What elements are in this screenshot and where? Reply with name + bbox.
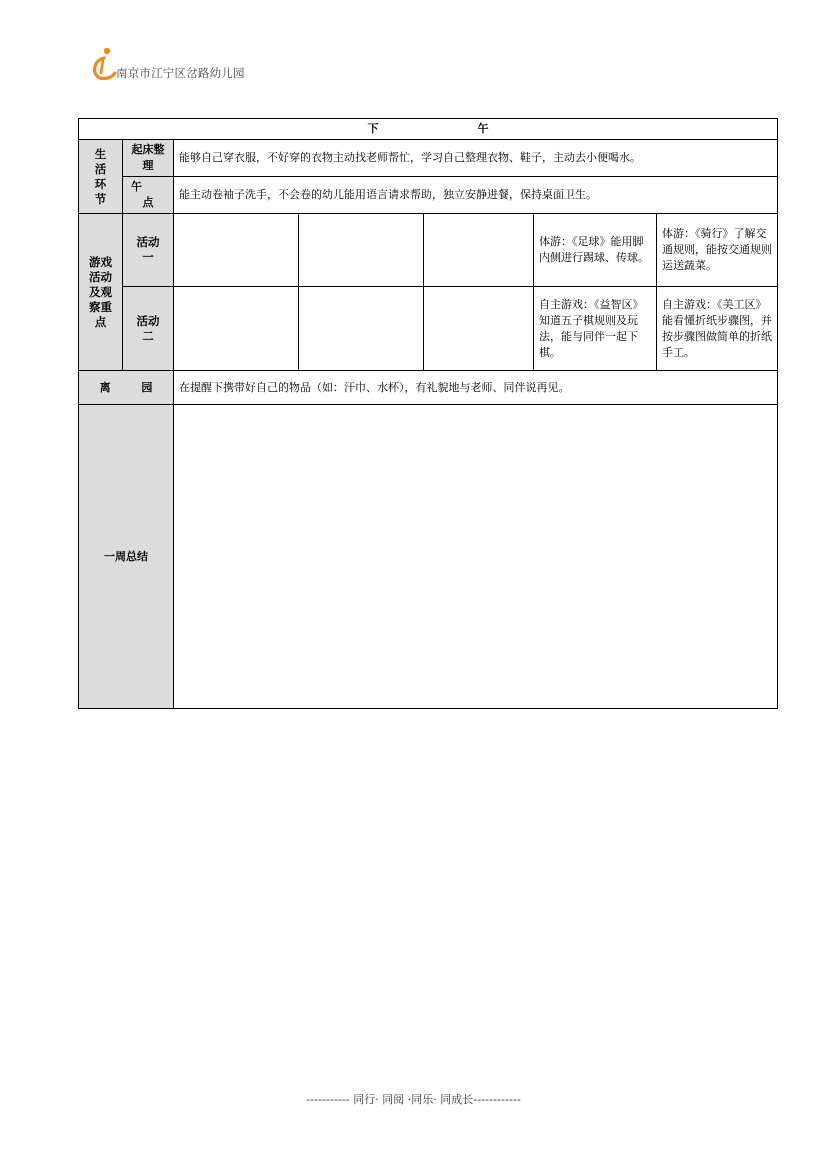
snack-row — [79, 177, 778, 214]
activity2-cell — [424, 287, 534, 371]
leave-label: 离 园 — [79, 371, 174, 405]
title-char-right: 午 — [477, 122, 489, 135]
activity1-cell: 体游：《足球》能用脚内侧进行踢球、传球。 — [534, 214, 657, 287]
activity1-row — [79, 214, 778, 287]
summary-row — [79, 405, 778, 709]
snack-text: 能主动卷袖子洗手，不会卷的幼儿能用语言请求帮助，独立安静进餐，保持桌面卫生。 — [174, 177, 778, 214]
title-char-left: 下 — [367, 122, 379, 135]
title-row — [79, 119, 778, 140]
activity1-cell — [299, 214, 424, 287]
activity2-cell — [174, 287, 299, 371]
summary-label: 一周总结 — [79, 405, 174, 709]
school-logo-icon — [90, 46, 118, 80]
activity1-label: 活动一 — [123, 214, 174, 287]
activity2-row — [79, 287, 778, 371]
play-section-label: 游戏活动及观察重点 — [79, 214, 123, 371]
wakeup-label: 起床整理 — [123, 140, 174, 177]
activity1-cell: 体游：《骑行》了解交通规则，能按交通规则运送蔬菜。 — [657, 214, 778, 287]
activity1-cell — [174, 214, 299, 287]
leave-row — [79, 371, 778, 405]
activity1-cell — [424, 214, 534, 287]
leave-text: 在提醒下携带好自己的物品（如：汗巾、水杯），有礼貌地与老师、同伴说再见。 — [174, 371, 778, 405]
table-title — [79, 119, 778, 140]
life-section-label: 生活环节 — [79, 140, 123, 214]
wakeup-text: 能够自己穿衣服，不好穿的衣物主动找老师帮忙，学习自己整理衣物、鞋子，主动去小便喝水。 — [174, 140, 778, 177]
snack-label: 午 点 — [123, 177, 174, 214]
summary-content — [174, 405, 778, 709]
page-footer: ----------- 同行· 同阅 ·同乐· 同成长------------ — [306, 1093, 521, 1106]
afternoon-plan-table — [78, 118, 778, 709]
activity2-label: 活动二 — [123, 287, 174, 371]
wakeup-row — [79, 140, 778, 177]
activity2-cell: 自主游戏：《美工区》能看懂折纸步骤图，并按步骤图做简单的折纸手工。 — [657, 287, 778, 371]
school-name: 南京市江宁区岔路幼儿园 — [116, 66, 245, 80]
page-header — [90, 46, 390, 82]
activity2-cell: 自主游戏：《益智区》知道五子棋规则及玩法，能与同伴一起下棋。 — [534, 287, 657, 371]
activity2-cell — [299, 287, 424, 371]
